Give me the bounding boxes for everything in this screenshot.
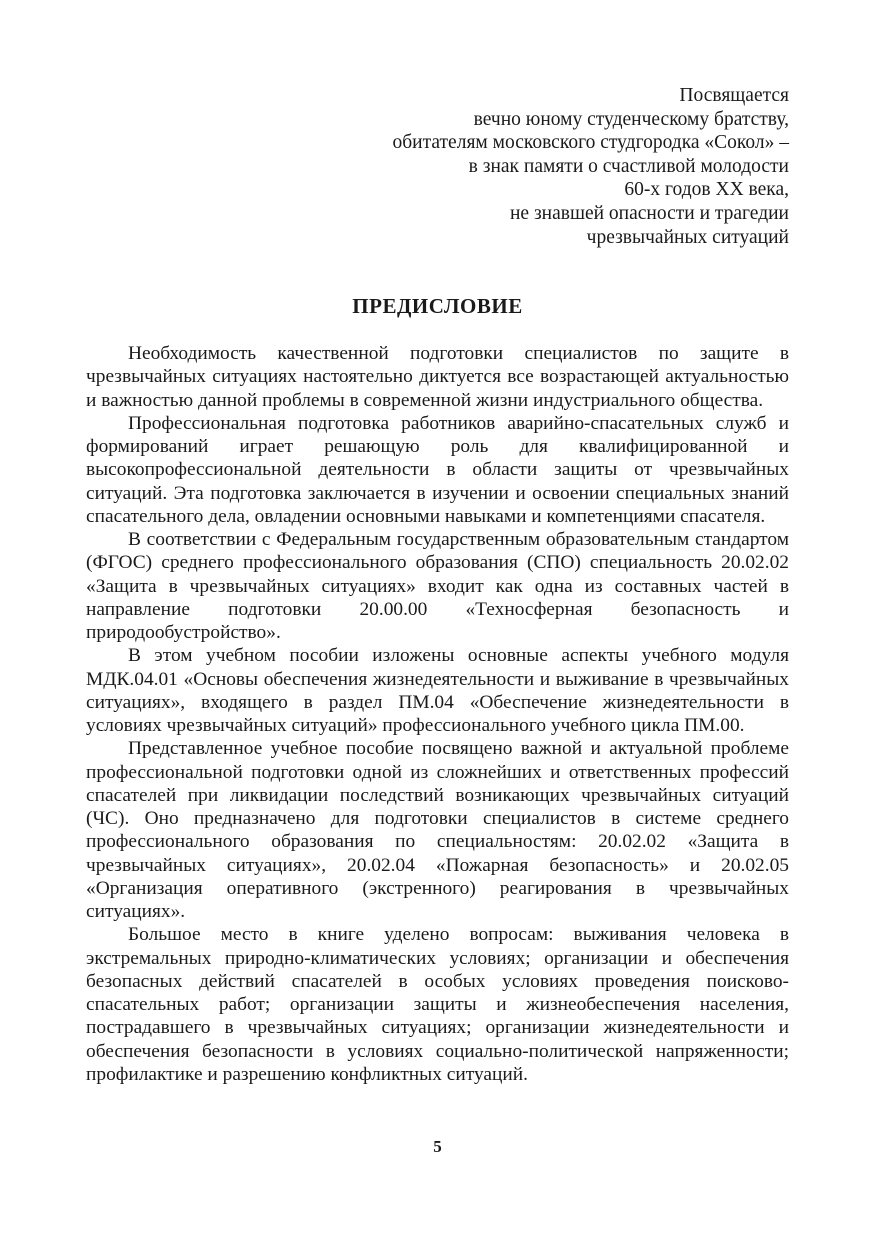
preface-body xyxy=(86,342,789,1086)
dedication-line: чрезвычайных ситуаций xyxy=(586,226,789,248)
dedication-line: 60-х годов XX века, xyxy=(624,179,789,201)
paragraph: Большое место в книге уделено вопросам: выживания человека в экстремальных природно-климатических условиях; организации и обеспечения безопасных действий спасателей в особых условиях проведения поисково-спасательных работ; организации защиты и жизнеобеспечения населения, пострадавшего в чрезвычайных ситуациях; организации жизнедеятельности и обеспечения безопасности в условиях социально-политической напряженности; профилактике и разрешению конфликтных ситуаций. xyxy=(86,924,789,1085)
paragraph: В соответствии с Федеральным государственным образовательным стандартом (ФГОС) среднего профессионального образования (СПО) специальность 20.02.02 «Защита в чрезвычайных ситуациях» входит как одна из составных частей в направление подготовки 20.00.00 «Техносферная безопасность и природообустройство». xyxy=(86,529,789,643)
paragraph: Представленное учебное пособие посвящено важной и актуальной проблеме профессиональной подготовки одной из сложнейших и ответственных профессий спасателей при ликвидации последствий возникающих чрезвычайных ситуаций (ЧС). Оно предназначено для подготовки специалистов в системе среднего профессионального образования по специальностям: 20.02.02 «Защита в чрезвычайных ситуациях», 20.02.04 «Пожарная безопасность» и 20.02.05 «Организация оперативного (экстренного) реагирования в чрезвычайных ситуациях». xyxy=(86,738,789,922)
page-number: 5 xyxy=(433,1137,442,1156)
paragraph: Профессиональная подготовка работников аварийно-спасательных служб и формирований играет решающую роль для квалифицированной и высокопрофессиональной деятельности в области защиты от чрезвычайных ситуаций. Эта подготовка заключается в изучении и освоении специальных знаний спасательного дела, овладении основными навыками и компетенциями спасателя. xyxy=(86,412,789,527)
section-title: ПРЕДИСЛОВИЕ xyxy=(352,294,523,318)
dedication-line: Посвящается xyxy=(679,85,789,106)
book-page xyxy=(86,84,789,1085)
dedication-line: не знавшей опасности и трагедии xyxy=(509,202,789,224)
dedication-line: в знак памяти о счастливой молодости xyxy=(468,155,789,177)
dedication-line: обитателям московского студгородка «Сокол» – xyxy=(392,132,789,154)
dedication-line: вечно юному студенческому братству, xyxy=(473,108,789,130)
paragraph: Необходимость качественной подготовки специалистов по защите в чрезвычайных ситуациях настоятельно диктуется все возрастающей актуальностью и важностью данной проблемы в современной жизни индустриального общества. xyxy=(86,343,789,411)
dedication xyxy=(86,84,789,249)
paragraph: В этом учебном пособии изложены основные аспекты учебного модуля МДК.04.01 «Основы обеспечения жизнедеятельности и выживание в чрезвычайных ситуациях», входящего в раздел ПМ.04 «Обеспечение жизнедеятельности в условиях чрезвычайных ситуаций» профессионального учебного цикла ПМ.00. xyxy=(86,645,789,736)
